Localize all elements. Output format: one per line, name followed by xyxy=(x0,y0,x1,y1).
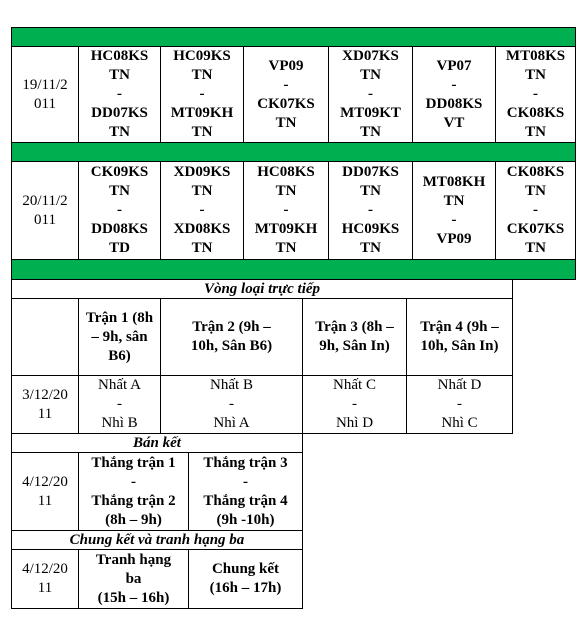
match-cell: DD07KS TN - HC09KS TN xyxy=(328,161,413,260)
date-day2: 20/11/2011 xyxy=(11,161,79,260)
knockout-header: Trận 2 (9h – 10h, Sân B6) xyxy=(160,298,303,376)
semifinal-title: Bán kết xyxy=(11,433,303,453)
header-band xyxy=(11,27,576,47)
knockout-header-empty xyxy=(11,298,79,376)
knockout-title: Vòng loại trực tiếp xyxy=(11,279,513,299)
knockout-match: Nhất D - Nhì C xyxy=(406,375,513,434)
final-match: Chung kết (16h – 17h) xyxy=(188,549,303,609)
final-match: Tranh hạng ba (15h – 16h) xyxy=(78,549,189,609)
match-cell: XD09KS TN - XD08KS TN xyxy=(160,161,244,260)
knockout-match: Nhất A - Nhì B xyxy=(78,375,161,434)
match-cell: CK09KS TN - DD08KS TD xyxy=(78,161,161,260)
match-cell: XD07KS TN - MT09KT TN xyxy=(328,46,413,143)
knockout-header: Trận 4 (9h – 10h, Sân In) xyxy=(406,298,513,376)
knockout-match: Nhất B - Nhì A xyxy=(160,375,303,434)
match-cell: HC08KS TN - DD07KS TN xyxy=(78,46,161,143)
match-cell: HC08KS TN - MT09KH TN xyxy=(243,161,329,260)
match-cell: MT08KH TN - VP09 xyxy=(412,161,496,260)
knockout-header: Trận 1 (8h – 9h, sân B6) xyxy=(78,298,161,376)
match-cell: CK08KS TN - CK07KS TN xyxy=(495,161,576,260)
semifinal-match: Thắng trận 3 - Thắng trận 4 (9h -10h) xyxy=(188,452,303,531)
date-day1: 19/11/2011 xyxy=(11,46,79,143)
match-cell: VP07 - DD08KS VT xyxy=(412,46,496,143)
semifinal-match: Thắng trận 1 - Thắng trận 2 (8h – 9h) xyxy=(78,452,189,531)
final-date: 4/12/2011 xyxy=(11,549,79,609)
separator-band xyxy=(11,142,576,162)
match-cell: VP09 - CK07KS TN xyxy=(243,46,329,143)
separator-band xyxy=(11,259,576,280)
knockout-date: 3/12/2011 xyxy=(11,375,79,434)
match-cell: MT08KS TN - CK08KS TN xyxy=(495,46,576,143)
semifinal-date: 4/12/2011 xyxy=(11,452,79,531)
knockout-match: Nhất C - Nhì D xyxy=(302,375,407,434)
final-title: Chung kết và tranh hạng ba xyxy=(11,530,303,550)
match-cell: HC09KS TN - MT09KH TN xyxy=(160,46,244,143)
knockout-header: Trận 3 (8h – 9h, Sân In) xyxy=(302,298,407,376)
